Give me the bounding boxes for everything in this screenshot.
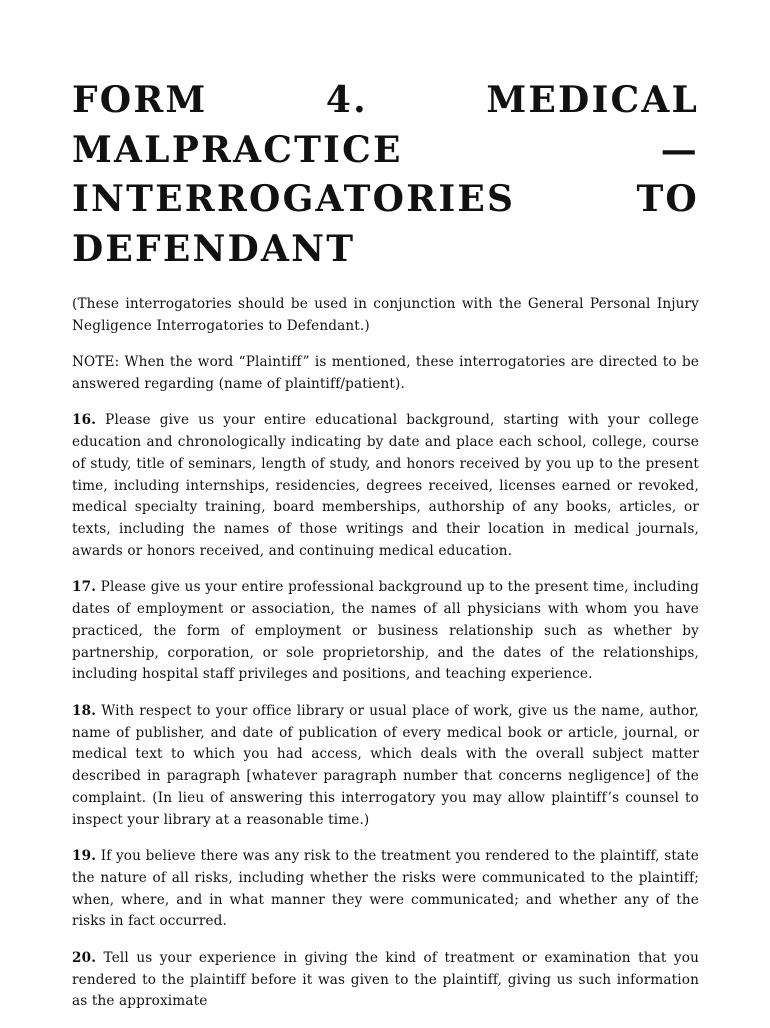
intro-paragraph: (These interrogatories should be used in conjunction with the General Personal Injury Negligence Interrogatories to Defendant.) — [72, 296, 699, 334]
interrogatory-number: 17. — [72, 579, 97, 596]
interrogatory-number: 16. — [72, 412, 97, 429]
interrogatory-text: If you believe there was any risk to the treatment you rendered to the plaintiff, state the nature of all risks, including whether the risks were communicated to the plaintiff; when, where, and in what manner they were communicated; and whether any of the risks in fact occurred. — [72, 848, 699, 930]
document-title: FORM 4. MEDICAL MALPRACTICE — INTERROGATORIES TO DEFENDANT — [72, 79, 699, 270]
interrogatory-16 — [72, 410, 699, 563]
interrogatory-text: Tell us your experience in giving the kind of treatment or examination that you rendered to the plaintiff before it was given to the plaintiff, giving us such information as the approximate — [72, 949, 699, 1010]
interrogatory-number: 19. — [72, 848, 97, 865]
interrogatory-17 — [72, 577, 699, 686]
interrogatory-18 — [72, 701, 699, 832]
document-page — [72, 76, 699, 1028]
interrogatory-number: 18. — [72, 702, 97, 719]
interrogatory-text: With respect to your office library or usual place of work, give us the name, author, name of publisher, and date of publication of every medical book or article, journal, or medical text to which you had access, which deals with the overall subject matter described in paragraph [whatever paragraph number that concerns negligence] of the complaint. (In lieu of answering this interrogatory you may allow plaintiff’s counsel to inspect your library at a reasonable time.) — [72, 702, 699, 828]
interrogatory-number: 20. — [72, 949, 97, 966]
interrogatory-19 — [72, 846, 699, 933]
note-paragraph: NOTE: When the word “Plaintiff” is mentioned, these interrogatories are directed to be answered regarding (name of plaintiff/patient). — [72, 354, 699, 392]
interrogatory-text: Please give us your entire educational background, starting with your college education and chronologically indicating by date and place each school, college, course of study, title of seminars, length of study, and honors received by you up to the present time, including internships, residencies, degrees received, licenses earned or revoked, medical specialty training, board memberships, authorship of any books, articles, or texts, including the names of those writings and their location in medical journals, awards or honors received, and continuing medical education. — [72, 412, 699, 559]
interrogatory-text: Please give us your entire professional background up to the present time, including dates of employment or association, the names of all physicians with whom you have practiced, the form of employment or business relationship such as whether by partnership, corporation, or sole proprietorship, and the dates of the relationships, including hospital staff privileges and positions, and teaching experience. — [72, 579, 699, 683]
interrogatory-20 — [72, 948, 699, 1013]
